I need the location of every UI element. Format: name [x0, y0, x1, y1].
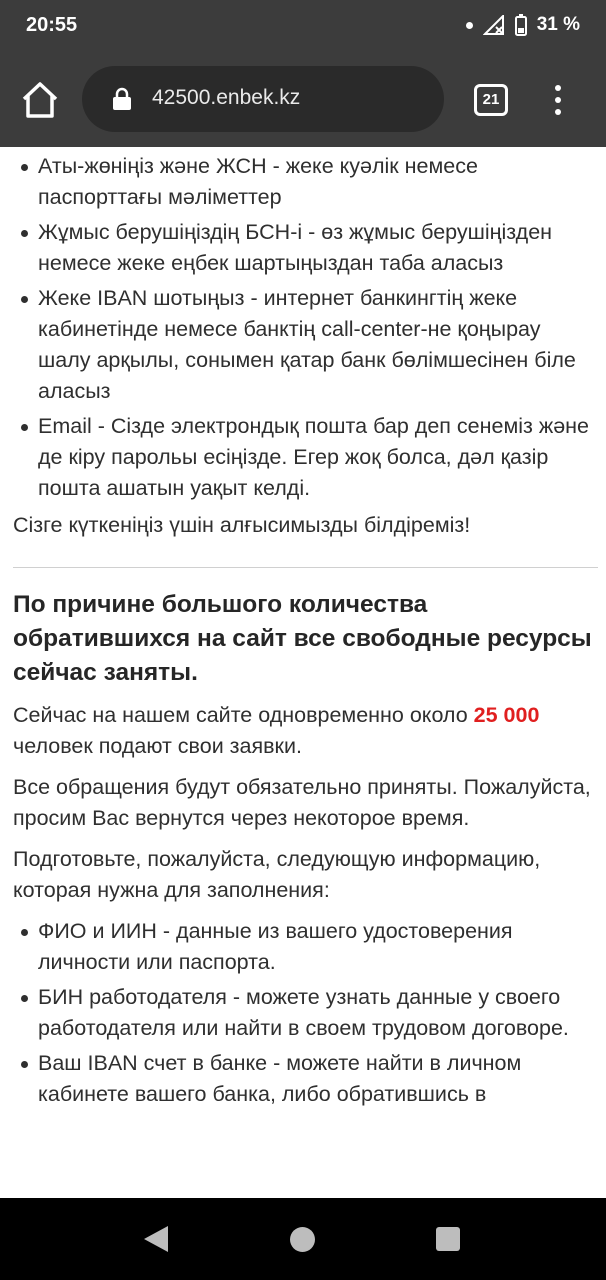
notification-dot-icon: [466, 22, 473, 29]
home-icon[interactable]: [18, 78, 62, 122]
ru-prepare-text: Подготовьте, пожалуйста, следующую информацию, которая нужна для заполнения:: [13, 847, 541, 902]
page-content: [0, 147, 606, 1198]
list-item: Email - Сізде электрондық пошта бар деп сенеміз және де кіру парольы есіңізде. Егер жоқ болса, дәл қазір пошта ашатын уақыт келді.: [13, 411, 598, 504]
list-item: Жұмыс берушіңіздің БСН-і - өз жұмыс берушіңізден немесе жеке еңбек шартыңыздан таба аласыз: [13, 217, 598, 279]
address-bar[interactable]: [82, 66, 444, 132]
status-icons: [466, 14, 580, 36]
ru-accept-text: Все обращения будут обязательно приняты. Пожалуйста, просим Вас вернутся через некоторое время.: [13, 775, 591, 830]
url-text: 42500.enbek.kz: [152, 86, 301, 109]
overflow-menu-icon[interactable]: [548, 82, 568, 118]
status-time: 20:55: [26, 14, 78, 36]
kz-thanks-text: Сізге күткеніңіз үшін алғысимызды білдіреміз!: [13, 513, 471, 537]
ru-load-text: Сейчас на нашем сайте одновременно около 25 000 человек подают свои заявки.: [13, 703, 540, 758]
list-item: Жеке IBAN шотыңыз - интернет банкингтің жеке кабинетінде немесе банктің call-center-не қоңырау шалу арқылы, сонымен қатар банк бөлімшесінен біле аласыз: [13, 283, 598, 407]
tab-switcher-button[interactable]: 21: [474, 84, 508, 116]
back-icon[interactable]: [144, 1226, 168, 1252]
list-item: Ваш IBAN счет в банке - можете найти в личном кабинете вашего банка, либо обратившись в: [13, 1048, 598, 1110]
browser-toolbar: [0, 52, 606, 147]
list-item: ФИО и ИИН - данные из вашего удостоверения личности или паспорта.: [13, 916, 598, 978]
recents-icon[interactable]: [436, 1227, 460, 1251]
list-item: БИН работодателя - можете узнать данные у своего работодателя или найти в своем трудовом договоре.: [13, 982, 598, 1044]
lock-icon: [112, 87, 132, 111]
battery-icon: [515, 14, 527, 36]
list-item: Аты-жөніңіз және ЖСН - жеке куәлік немесе паспорттағы мәліметтер: [13, 151, 598, 213]
ru-heading: По причине большого количества обратившихся на сайт все свободные ресурсы сейчас заняты.: [13, 591, 592, 686]
system-nav-bar: [0, 1198, 606, 1280]
status-bar: [0, 0, 606, 52]
home-circle-icon[interactable]: [290, 1227, 315, 1252]
signal-icon: [483, 15, 505, 35]
battery-level: 31 %: [536, 14, 580, 35]
divider: [13, 567, 598, 568]
user-count-highlight: 25 000: [473, 703, 540, 727]
ru-requirements-list: [13, 916, 598, 1110]
kz-requirements-list: [13, 151, 598, 504]
